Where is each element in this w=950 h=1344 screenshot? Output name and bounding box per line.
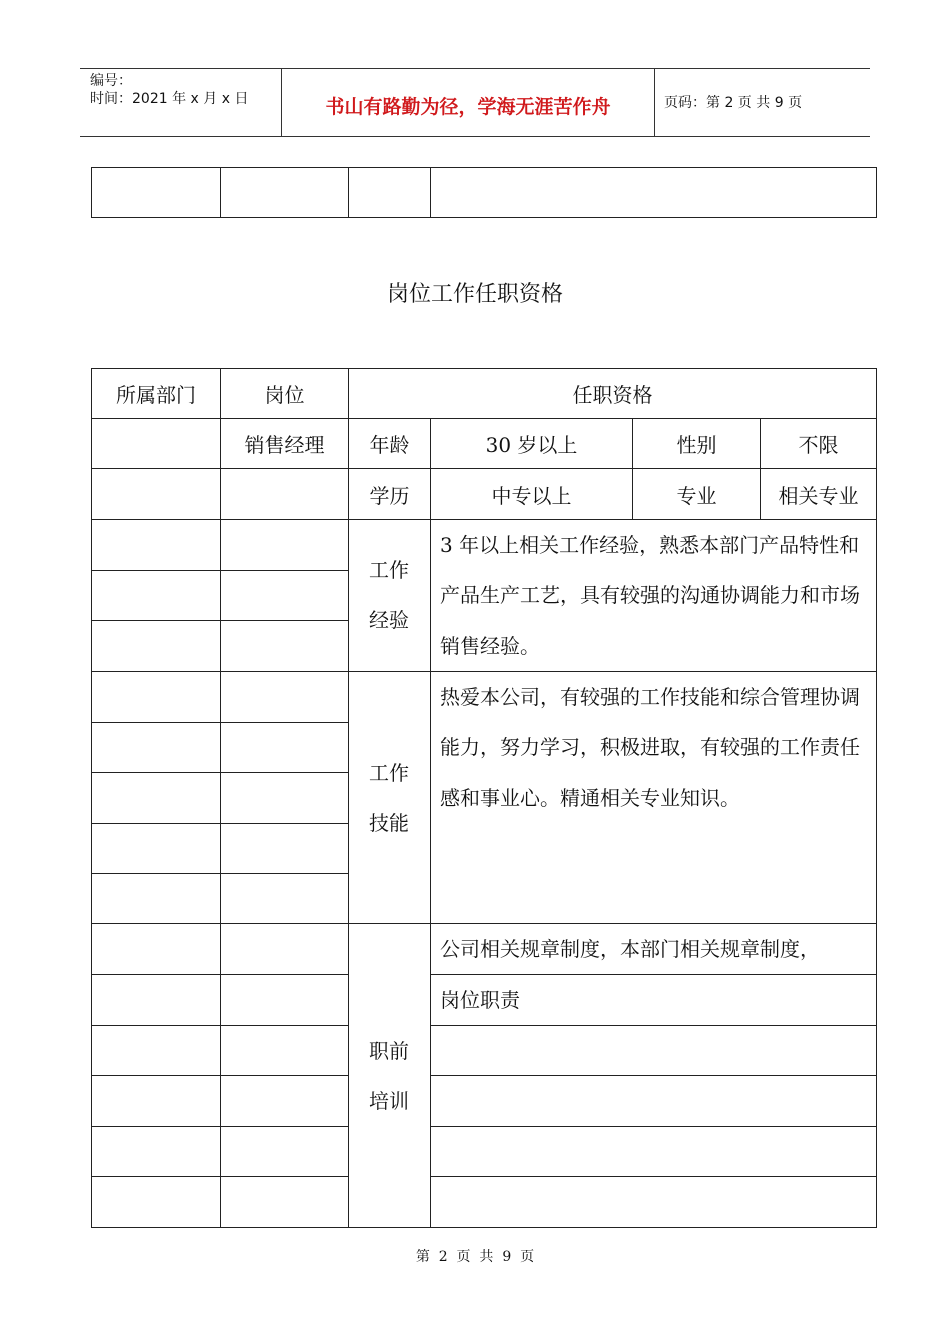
page-footer: 第 2 页 共 9 页 <box>415 1249 535 1265</box>
education-label: 学历 <box>369 483 410 508</box>
header-number-label: 编号： <box>90 73 132 89</box>
gender-value: 不限 <box>798 433 839 457</box>
major-value: 相关专业 <box>778 483 859 508</box>
skills-text: 热爱本公司，有较强的工作技能和综合管理协调能力，努力学习，积极进取，有较强的工作责任感和事业心。精通相关专业知识。 <box>440 685 860 810</box>
training-label: 职前 培训 <box>369 1039 409 1113</box>
age-label: 年龄 <box>369 433 410 457</box>
skills-label: 工作 技能 <box>369 761 409 835</box>
header-time-label: 时间：2021 年 x 月 x 日 <box>90 91 249 107</box>
age-value: 30 岁以上 <box>485 433 578 457</box>
experience-text: 3 年以上相关工作经验，熟悉本部门产品特性和产品生产工艺，具有较强的沟通协调能力和市场销售经验。 <box>440 533 860 658</box>
major-label: 专业 <box>676 483 717 508</box>
header-bottom-rule <box>80 136 870 137</box>
header-top-rule <box>80 68 870 69</box>
column-header-post: 岗位 <box>264 383 305 407</box>
header-divider <box>654 68 655 136</box>
training-text-line2: 岗位职责 <box>440 988 520 1012</box>
header-page-label: 页码：第 2 页 共 9 页 <box>664 95 803 111</box>
education-value: 中专以上 <box>491 483 572 508</box>
post-value: 销售经理 <box>244 433 325 457</box>
experience-label: 工作 经验 <box>369 558 409 632</box>
column-header-department: 所属部门 <box>116 383 196 407</box>
column-header-qualification: 任职资格 <box>572 383 653 407</box>
page-title: 岗位工作任职资格 <box>386 282 563 307</box>
gender-label: 性别 <box>676 433 717 457</box>
header-motto: 书山有路勤为径，学海无涯苦作舟 <box>325 96 611 118</box>
training-text-line1: 公司相关规章制度，本部门相关规章制度， <box>440 937 820 961</box>
